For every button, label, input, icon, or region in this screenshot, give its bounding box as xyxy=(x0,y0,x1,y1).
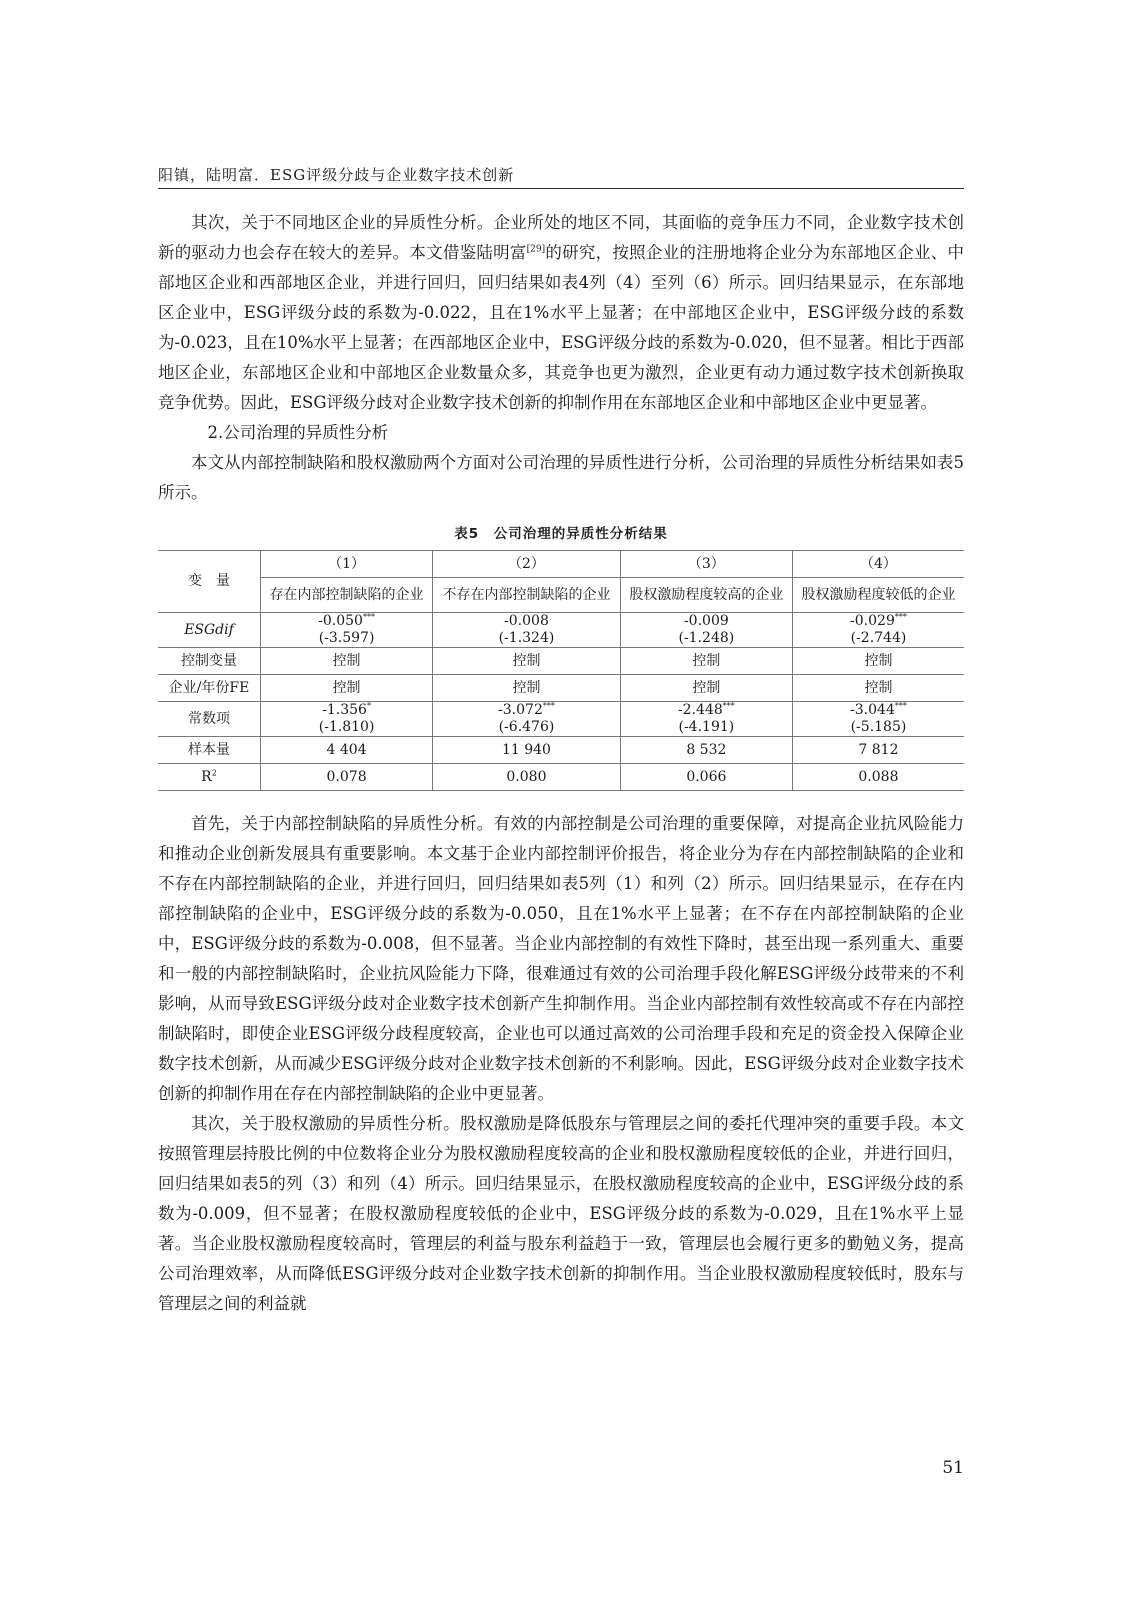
col-number: （3） xyxy=(620,551,792,578)
table-cell xyxy=(261,702,433,737)
table-cell xyxy=(433,613,621,648)
table-cell: 控制 xyxy=(261,648,433,675)
col-number: （2） xyxy=(433,551,621,578)
col-name: 不存在内部控制缺陷的企业 xyxy=(433,578,621,613)
table-row-controls xyxy=(158,648,964,675)
table-cell xyxy=(792,702,964,737)
significance-stars: *** xyxy=(542,701,555,711)
coef: -1.356 xyxy=(322,702,367,718)
row-label: 控制变量 xyxy=(158,648,261,675)
table-cell: 控制 xyxy=(792,675,964,702)
t-stat: (-1.324) xyxy=(498,630,555,646)
table-cell: 控制 xyxy=(620,675,792,702)
table-cell: 控制 xyxy=(620,648,792,675)
superscript: 2 xyxy=(211,767,217,777)
table-cell xyxy=(620,702,792,737)
table-cell xyxy=(792,613,964,648)
table-row-const xyxy=(158,702,964,737)
row-label xyxy=(158,764,261,791)
table-cell xyxy=(261,613,433,648)
t-stat: (-1.810) xyxy=(318,719,375,735)
table-cell: 控制 xyxy=(261,675,433,702)
running-header xyxy=(158,158,964,189)
t-stat: (-4.191) xyxy=(678,719,735,735)
table-cell: 0.078 xyxy=(261,764,433,791)
table-row-esgdif xyxy=(158,613,964,648)
table-cell: 7 812 xyxy=(792,737,964,764)
table-cell: 控制 xyxy=(433,648,621,675)
table-row-fe xyxy=(158,675,964,702)
table-cell: 8 532 xyxy=(620,737,792,764)
t-stat: (-3.597) xyxy=(318,630,375,646)
table-row-r2 xyxy=(158,764,964,791)
coef: -3.044 xyxy=(850,702,895,718)
table-cell: 0.088 xyxy=(792,764,964,791)
results-table xyxy=(158,550,964,791)
col-name: 股权激励程度较高的企业 xyxy=(620,578,792,613)
col-number: （4） xyxy=(792,551,964,578)
paragraph-equity-incentive: 其次，关于股权激励的异质性分析。股权激励是降低股东与管理层之间的委托代理冲突的重要手段。本文按照管理层持股比例的中位数将企业分为股权激励程度较高的企业和股权激励程度较低的企业，并进行回归，回归结果如表5的列（3）和列（4）所示。回归结果显示，在股权激励程度较高的企业中，ESG评级分歧的系数为-0.009，但不显著；在股权激励程度较低的企业中，ESG评级分歧的系数为-0.029，且在1%水平上显著。当企业股权激励程度较高时，管理层的利益与股东利益趋于一致，管理层也会履行更多的勤勉义务，提高公司治理效率，从而降低ESG评级分歧对企业数字技术创新的抑制作用。当企业股权激励程度较低时，股东与管理层之间的利益就 xyxy=(158,1114,964,1313)
table-cell: 4 404 xyxy=(261,737,433,764)
row-label: 企业/年份FE xyxy=(158,675,261,702)
coef: -0.029 xyxy=(850,613,895,629)
coef: -0.050 xyxy=(318,613,363,629)
t-stat: (-5.185) xyxy=(850,719,907,735)
var-header: 变 量 xyxy=(158,551,261,613)
table-caption: 表5 公司治理的异质性分析结果 xyxy=(454,526,668,542)
paragraph-text: 的研究，按照企业的注册地将企业分为东部地区企业、中部地区企业和西部地区企业，并进行回归，回归结果如表4列（4）至列（6）所示。回归结果显示，在东部地区企业中，ESG评级分歧的系数为-0.022，且在1%水平上显著；在中部地区企业中，ESG评级分歧的系数为-0.023，且在10%水平上显著；在西部地区企业中，ESG评级分歧的系数为-0.020，但不显著。相比于西部地区企业，东部地区企业和中部地区企业数量众多，其竞争也更为激烈，企业更有动力通过数字技术创新换取竞争优势。因此，ESG评级分歧对企业数字技术创新的抑制作用在东部地区企业和中部地区企业中更显著。 xyxy=(158,243,965,412)
body-after-table xyxy=(158,809,964,1319)
significance-stars: *** xyxy=(362,612,375,622)
paragraph-internal-control: 首先，关于内部控制缺陷的异质性分析。有效的内部控制是公司治理的重要保障，对提高企业抗风险能力和推动企业创新发展具有重要影响。本文基于企业内部控制评价报告，将企业分为存在内部控制缺陷的企业和不存在内部控制缺陷的企业，并进行回归，回归结果如表5列（1）和列（2）所示。回归结果显示，在存在内部控制缺陷的企业中，ESG评级分歧的系数为-0.050，且在1%水平上显著；在不存在内部控制缺陷的企业中，ESG评级分歧的系数为-0.008，但不显著。当企业内部控制的有效性下降时，甚至出现一系列重大、重要和一般的内部控制缺陷时，企业抗风险能力下降，很难通过有效的公司治理手段化解ESG评级分歧带来的不利影响，从而导致ESG评级分歧对企业数字技术创新产生抑制作用。当企业内部控制有效性较高或不存在内部控制缺陷时，即使企业ESG评级分歧程度较高，企业也可以通过高效的公司治理手段和充足的资金投入保障企业数字技术创新，从而减少ESG评级分歧对企业数字技术创新的不利影响。因此，ESG评级分歧对企业数字技术创新的抑制作用在存在内部控制缺陷的企业中更显著。 xyxy=(158,814,964,1103)
t-stat: (-2.744) xyxy=(850,630,907,646)
coef: -3.072 xyxy=(498,702,543,718)
col-name: 存在内部控制缺陷的企业 xyxy=(261,578,433,613)
significance-stars: *** xyxy=(722,701,735,711)
section-subheading: 2.公司治理的异质性分析 xyxy=(207,423,389,442)
coef: -0.008 xyxy=(504,613,549,629)
table-cell: 11 940 xyxy=(433,737,621,764)
row-label-text: ESGdif xyxy=(184,621,234,638)
table-cell: 控制 xyxy=(792,648,964,675)
row-label xyxy=(158,613,261,648)
citation-ref: [29] xyxy=(526,244,546,255)
running-title: 阳镇，陆明富．ESG评级分歧与企业数字技术创新 xyxy=(158,166,515,184)
coef: -0.009 xyxy=(683,613,729,629)
table-cell: 0.066 xyxy=(620,764,792,791)
paragraph-text: 其次，关于不同地区企业的异质性分析。企业所处的地区不同，其面临的竞争压力不同，企业数字技术创新的驱动力也会存在较大的差异。本文借鉴陆明富 xyxy=(158,213,964,262)
table-cell: 0.080 xyxy=(433,764,621,791)
table-cell xyxy=(433,702,621,737)
paragraph-governance-intro: 本文从内部控制缺陷和股权激励两个方面对公司治理的异质性进行分析，公司治理的异质性分析结果如表5所示。 xyxy=(158,453,964,502)
col-number: （1） xyxy=(261,551,433,578)
table-cell: 控制 xyxy=(433,675,621,702)
t-stat: (-1.248) xyxy=(678,630,735,646)
table-header-row xyxy=(158,578,964,613)
row-label-text: R xyxy=(201,768,212,785)
table-cell xyxy=(620,613,792,648)
coef: -2.448 xyxy=(677,702,723,718)
paragraph-regional-analysis xyxy=(158,208,964,418)
significance-stars: *** xyxy=(894,701,907,711)
t-stat: (-6.476) xyxy=(498,719,555,735)
significance-stars: * xyxy=(366,701,371,711)
row-label: 常数项 xyxy=(158,702,261,737)
significance-stars: *** xyxy=(894,612,907,622)
table-row-sample-size xyxy=(158,737,964,764)
col-name: 股权激励程度较低的企业 xyxy=(792,578,964,613)
table-header-row xyxy=(158,551,964,578)
page-number: 51 xyxy=(942,1458,964,1478)
row-label: 样本量 xyxy=(158,737,261,764)
page-body xyxy=(158,208,964,1319)
